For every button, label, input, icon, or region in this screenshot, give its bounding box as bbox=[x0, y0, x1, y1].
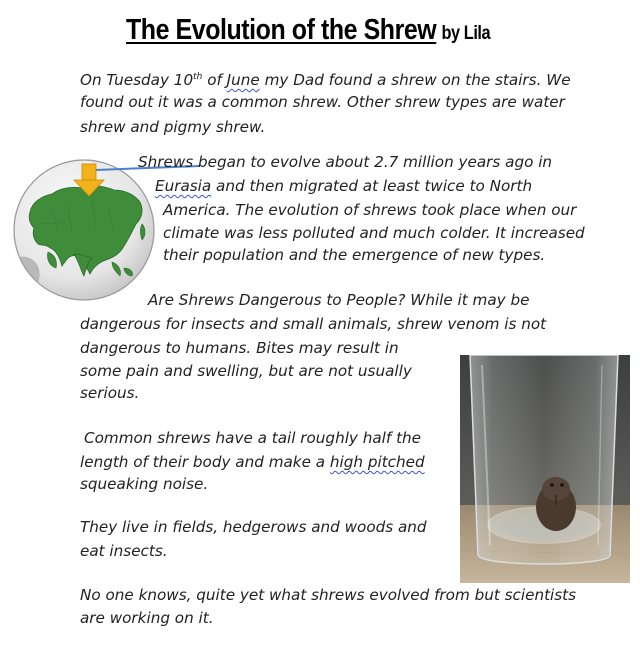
paragraph-evolution-line-4: climate was less polluted and much colder. It increased bbox=[163, 224, 585, 242]
paragraph-intro-line-2: found out it was a common shrew. Other shrew types are water bbox=[80, 93, 565, 111]
paragraph-danger-line-2: dangerous for insects and small animals, shrew venom is not bbox=[80, 315, 547, 333]
paragraph-tail-line-1: Common shrews have a tail roughly half the bbox=[84, 429, 421, 447]
shrew-in-glass-photo bbox=[460, 355, 630, 583]
paragraph-tail-line-3: squeaking noise. bbox=[80, 475, 209, 493]
june-word: June bbox=[226, 71, 260, 90]
paragraph-conclusion-line-1: No one knows, quite yet what shrews evolved from but scientists bbox=[80, 586, 577, 604]
title-byline: by Lila bbox=[441, 23, 491, 44]
paragraph-evolution-line-1: Shrews began to evolve about 2.7 million years ago in bbox=[138, 153, 553, 171]
paragraph-danger-line-1: Are Shrews Dangerous to People? While it may be bbox=[148, 291, 530, 309]
title-main: The Evolution of the Shrew bbox=[126, 14, 437, 46]
paragraph-intro-line-1: On Tuesday 10th of June my Dad found a shrew on the stairs. We bbox=[80, 71, 571, 90]
eurasia-word: Eurasia bbox=[155, 177, 212, 195]
paragraph-evolution-line-3: America. The evolution of shrews took place when our bbox=[163, 201, 577, 219]
paragraph-habitat-line-2: eat insects. bbox=[80, 542, 168, 560]
paragraph-habitat-line-1: They live in fields, hedgerows and woods and bbox=[80, 518, 427, 536]
page-title bbox=[126, 14, 490, 47]
down-arrow-icon bbox=[82, 164, 96, 180]
paragraph-evolution-line-5: their population and the emergence of new types. bbox=[163, 246, 546, 264]
paragraph-danger-line-4: some pain and swelling, but are not usually bbox=[80, 362, 412, 380]
paragraph-danger-line-5: serious. bbox=[80, 384, 140, 402]
high-pitched-phrase: high pitched bbox=[329, 453, 425, 471]
paragraph-evolution-line-2: Eurasia and then migrated at least twice to North bbox=[155, 177, 533, 195]
paragraph-danger-line-3: dangerous to humans. Bites may result in bbox=[80, 339, 399, 357]
paragraph-intro-line-3: shrew and pigmy shrew. bbox=[80, 118, 266, 136]
paragraph-tail-line-2: length of their body and make a high pitched bbox=[80, 453, 425, 471]
paragraph-conclusion-line-2: are working on it. bbox=[80, 609, 214, 627]
